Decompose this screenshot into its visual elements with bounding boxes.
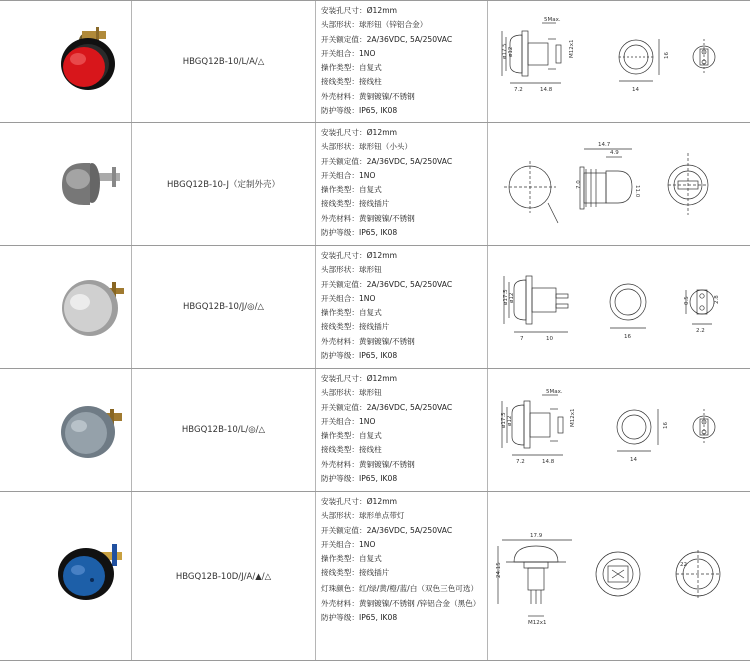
svg-text:ø17.5: ø17.5 (502, 43, 508, 59)
spec-list (316, 369, 488, 491)
svg-text:22: 22 (680, 562, 687, 568)
svg-text:7.0: 7.0 (576, 180, 582, 189)
spec-item: 开关额定值：2A/36VDC, 5A/250VAC (321, 156, 453, 166)
svg-text:5Max.: 5Max. (544, 17, 561, 23)
spec-item: 开关额定值：2A/36VDC, 5A/250VAC (321, 402, 453, 412)
svg-text:2.2: 2.2 (696, 328, 705, 334)
spec-item: 开关额定值：2A/36VDC, 5A/250VAC (321, 525, 453, 535)
svg-text:16: 16 (624, 334, 631, 340)
spec-item: 头部形状：球形钮 (321, 265, 382, 275)
svg-text:M12x1: M12x1 (569, 39, 575, 58)
svg-text:16: 16 (664, 52, 670, 59)
svg-text:7: 7 (520, 336, 524, 342)
svg-text:17.9: 17.9 (530, 533, 543, 539)
product-image-cell (0, 246, 132, 368)
spec-item: 开关额定值：2A/36VDC, 5A/250VAC (321, 34, 453, 44)
svg-text:4.9: 4.9 (610, 150, 619, 156)
spec-item: 接线类型：接线插片 (321, 199, 390, 209)
table-row (0, 0, 750, 122)
spec-item: 安装孔尺寸：Ø12mm (321, 374, 397, 383)
dimension-drawing (488, 369, 750, 491)
dimension-drawing (488, 123, 750, 245)
table-row (0, 491, 750, 661)
svg-text:14.7: 14.7 (598, 142, 611, 148)
model-number: HBGQ12B-10/L/◎/△ (132, 369, 316, 491)
svg-text:7.2: 7.2 (516, 459, 525, 465)
spec-item: 防护等级：IP65, IK08 (321, 351, 398, 361)
svg-text:2.8: 2.8 (714, 295, 720, 304)
svg-text:14.8: 14.8 (542, 459, 555, 465)
spec-item: 操作类型：自复式 (321, 308, 382, 318)
svg-text:M12x1: M12x1 (570, 408, 576, 427)
product-image-cell (0, 123, 132, 245)
spec-item: 防护等级：IP65, IK08 (321, 106, 398, 116)
product-image-cell (0, 492, 132, 661)
spec-item: 防护等级：IP65, IK08 (321, 474, 398, 484)
product-photo (0, 1, 132, 123)
spec-item: 头部形状：球形单点带灯 (321, 511, 405, 521)
product-photo (0, 369, 132, 492)
spec-item: 开关组合：1NO (321, 170, 376, 180)
product-photo (0, 492, 132, 662)
svg-text:14: 14 (630, 457, 637, 463)
spec-item: 接线类型：接线插片 (321, 322, 390, 332)
svg-text:14.8: 14.8 (540, 87, 553, 93)
spec-item: 外壳材料：黄铜镀镍/不锈钢 (321, 91, 415, 101)
spec-item: 头部形状：球形钮（锌铝合金） (321, 20, 428, 30)
svg-text:ø12: ø12 (507, 415, 513, 426)
spec-item: 接线类型：接线插片 (321, 568, 390, 578)
spec-item: 接线类型：接线柱 (321, 77, 382, 87)
product-image-cell (0, 1, 132, 122)
spec-list (316, 123, 488, 245)
table-bottom-border (0, 660, 750, 661)
svg-text:14: 14 (632, 87, 639, 93)
svg-text:5Max.: 5Max. (546, 389, 563, 395)
table-row (0, 245, 750, 368)
svg-text:11.0: 11.0 (634, 185, 640, 198)
spec-item: 防护等级：IP65, IK08 (321, 612, 398, 622)
svg-text:ø12: ø12 (508, 46, 514, 57)
svg-text:0.5: 0.5 (684, 296, 690, 305)
product-photo (0, 123, 132, 246)
model-number: HBGQ12B-10-J（定制外壳） (132, 123, 316, 245)
spec-item: 操作类型：自复式 (321, 63, 382, 73)
spec-item: 操作类型：自复式 (321, 185, 382, 195)
spec-list (316, 492, 488, 661)
svg-text:10: 10 (546, 336, 553, 342)
spec-item: 安装孔尺寸：Ø12mm (321, 6, 397, 15)
model-number: HBGQ12B-10/J/◎/△ (132, 246, 316, 368)
spec-list (316, 246, 488, 368)
spec-item: 开关组合：1NO (321, 539, 376, 549)
spec-item: 安装孔尺寸：Ø12mm (321, 251, 397, 260)
spec-item: 操作类型：自复式 (321, 431, 382, 441)
spec-item: 开关组合：1NO (321, 48, 376, 58)
table-row (0, 368, 750, 491)
product-image-cell (0, 369, 132, 491)
spec-item: 开关组合：1NO (321, 293, 376, 303)
spec-item: 接线类型：接线柱 (321, 445, 382, 455)
spec-item: 外壳材料：黄铜镀镍/不锈钢 (321, 213, 415, 223)
svg-text:16: 16 (663, 422, 669, 429)
spec-item: 头部形状：球形钮（小头） (321, 142, 413, 152)
dimension-drawing (488, 492, 750, 661)
spec-item: 外壳材料：黄铜镀镍/不锈钢 (321, 336, 415, 346)
svg-text:ø17.5: ø17.5 (501, 412, 507, 428)
spec-item: 头部形状：球形钮 (321, 388, 382, 398)
spec-item: 安装孔尺寸：Ø12mm (321, 497, 397, 506)
svg-text:M12x1: M12x1 (528, 620, 547, 626)
svg-text:ø17.5: ø17.5 (503, 289, 509, 305)
spec-list (316, 1, 488, 122)
svg-text:ø12: ø12 (509, 292, 515, 303)
dimension-drawing (488, 1, 750, 122)
model-number: HBGQ12B-10/L/A/△ (132, 1, 316, 122)
spec-item: 灯珠颜色：红/绿/黄/橙/蓝/白（双色三色可选） (321, 583, 479, 593)
dimension-drawing (488, 246, 750, 368)
svg-text:7.2: 7.2 (514, 87, 523, 93)
model-number: HBGQ12B-10D/J/A/▲/△ (132, 492, 316, 661)
spec-item: 开关额定值：2A/36VDC, 5A/250VAC (321, 279, 453, 289)
spec-item: 开关组合：1NO (321, 416, 376, 426)
svg-text:24.15: 24.15 (496, 562, 502, 578)
product-photo (0, 246, 132, 369)
spec-item: 外壳材料：黄铜镀镍/不锈钢 (321, 459, 415, 469)
table-row (0, 122, 750, 245)
spec-item: 防护等级：IP65, IK08 (321, 228, 398, 238)
spec-item: 操作类型：自复式 (321, 554, 382, 564)
spec-item: 外壳材料：黄铜镀镍/不锈钢 /锌铝合金（黑色） (321, 598, 481, 608)
spec-item: 安装孔尺寸：Ø12mm (321, 128, 397, 137)
